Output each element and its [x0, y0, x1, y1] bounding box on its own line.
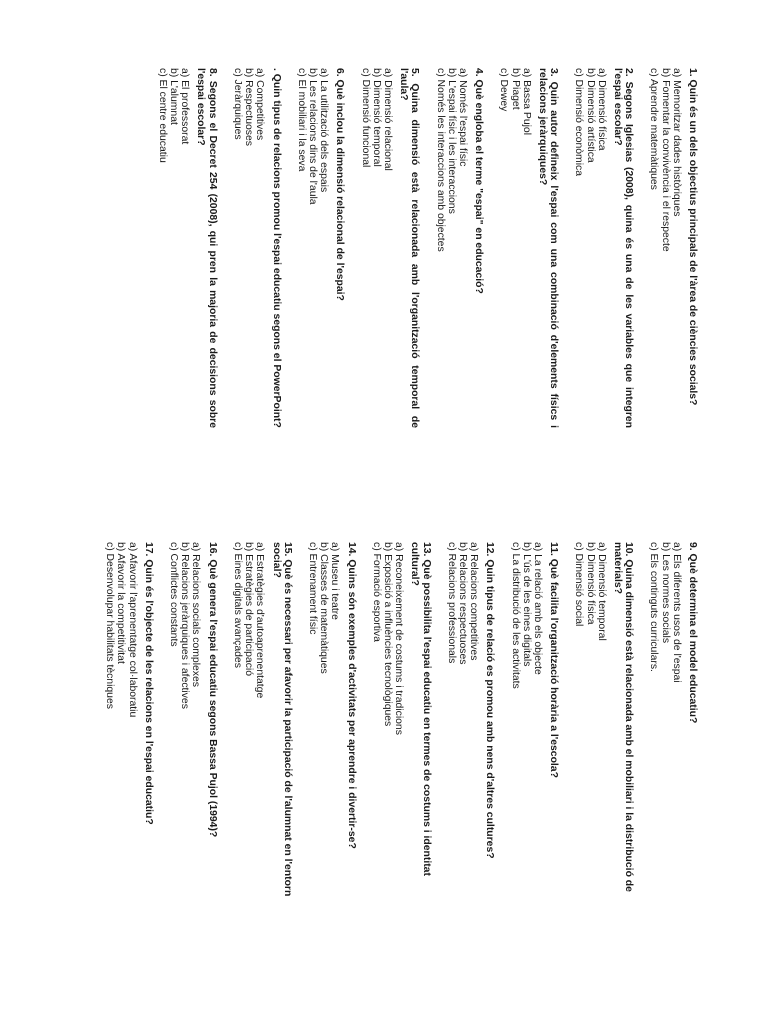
answer-option: b) L'espai físic i les interaccions — [445, 68, 457, 214]
answer-option: a) Competitives — [254, 68, 266, 141]
answer-option: a) Dimensió temporal — [595, 542, 607, 641]
answer-option: a) El professorat — [179, 68, 191, 145]
answer-option: c) Dimensió social — [573, 542, 585, 627]
answer-option: b) Relacions jeràrquiques i afectives — [179, 542, 191, 709]
answer-option: c) Dimensió funcional — [359, 68, 371, 168]
answer-options — [296, 68, 330, 428]
answer-option: a) Relacions socials complexes — [190, 542, 202, 687]
answer-option: c) Formació esportiva — [370, 542, 382, 642]
answer-options — [434, 68, 468, 428]
answer-option: c) Aprendre matemàtiques — [648, 68, 660, 190]
question-text: 3. Quin autor defineix l'espai com una combinació d'elements físics i relacions jeràrquiques? — [536, 68, 560, 428]
question-text: 10. Quina dimensió està relacionada amb el mobiliari i la distribució de materials? — [611, 542, 635, 892]
answer-option: b) Classes de matemàtiques — [318, 542, 330, 674]
answer-options — [446, 542, 480, 902]
question-block — [168, 542, 218, 902]
question-block — [232, 68, 282, 428]
answer-option: b) Les relacions dins de l'aula — [306, 68, 318, 205]
answer-options — [359, 68, 393, 428]
answer-option: c) La distribució de les activitats — [509, 542, 521, 689]
answer-option: b) Fomentar la convivència i el respecte — [659, 68, 671, 252]
question-text: 2. Segons Iglesias (2008), quina és una de les variables que integren l'espai escolar? — [611, 68, 635, 428]
answer-options — [573, 68, 607, 428]
answer-option: b) Dimensió artística — [584, 68, 596, 163]
answer-option: c) Els continguts curriculars. — [648, 542, 660, 672]
question-block — [648, 542, 698, 902]
answer-option: b) Exposició a influències tecnològiques — [381, 542, 393, 727]
question-text: 13. Què possibilita l'espai educatiu en termes de costums i identitat cultural? — [409, 542, 432, 876]
answer-options — [232, 68, 266, 428]
answer-option: b) L'ús de les eines digitals — [520, 542, 532, 667]
answer-option: c) Jeràrquiques — [231, 68, 243, 140]
answer-option: b) Relacions respectuoses — [456, 542, 468, 665]
answer-options — [168, 542, 202, 902]
answer-options — [573, 542, 607, 902]
answer-option: b) Afavorir la competitivitat — [115, 542, 127, 664]
question-block — [104, 542, 154, 902]
question-text: 8. Segons el Decret 254 (2008), qui pren la majoria de decisions sobre l'espai escolar? — [195, 68, 218, 428]
question-block — [371, 542, 432, 902]
answer-options — [104, 542, 138, 902]
answer-option: c) Relacions professionals — [445, 542, 457, 664]
answer-option: c) Dewey — [498, 68, 510, 112]
question-text: 1. Quin és un dels objectius principals de l'àrea de ciències socials? — [687, 68, 698, 406]
answer-option: a) Els diferents usos de l'espai — [670, 542, 682, 683]
answer-option: a) Només l'espai físic — [456, 68, 468, 167]
answer-option: a) Afavorir l'aprenentatge col·laboratiu — [126, 542, 138, 718]
question-block — [359, 68, 420, 428]
question-block — [446, 542, 496, 902]
question-block — [157, 68, 218, 428]
answer-option: a) Museu i teatre — [329, 542, 341, 620]
answer-option: b) Les normes socials — [659, 542, 671, 644]
answer-option: a) Dimensió relacional — [381, 68, 393, 171]
answer-options — [498, 68, 532, 428]
question-block — [307, 542, 357, 902]
answer-option: a) Bassa Pujol — [520, 68, 532, 135]
question-text: 11. Què facilita l'organització horària a l'escola? — [548, 542, 560, 778]
question-text: 6. Què inclou la dimensió relacional de l'espai? — [334, 68, 346, 301]
answer-option: b) Dimensió temporal — [370, 68, 382, 167]
answer-options — [232, 542, 266, 902]
answer-option: a) Estratègies d'autoaprenentatge — [254, 542, 266, 699]
answer-options — [157, 68, 191, 428]
answer-option: c) Entrenament físic — [306, 542, 318, 635]
answer-option: c) El centre educatiu — [156, 68, 168, 163]
question-text: . Quin tipus de relacions promou l'espai educatiu segons el PowerPoint? — [270, 68, 282, 428]
answer-option: c) Només les interaccions amb objectes — [434, 68, 446, 252]
question-block — [296, 68, 346, 428]
answer-option: c) Eines digitals avançades — [231, 542, 243, 668]
answer-option: b) Estratègies de participació — [243, 542, 255, 676]
answer-options — [307, 542, 341, 902]
question-block — [232, 542, 293, 902]
answer-option: a) Dimensió física — [595, 68, 607, 151]
question-text: 14. Quins són exemples d'activitats per aprendre i divertir-se? — [345, 542, 357, 849]
answer-option: b) Piaget — [509, 68, 521, 110]
question-text: 16. Què genera l'espai educatiu segons Bassa Pujol (1994)? — [206, 542, 218, 838]
left-question-column — [143, 68, 698, 428]
answer-option: b) Respectuoses — [243, 68, 255, 146]
question-block — [573, 542, 634, 902]
question-block — [573, 68, 634, 428]
question-block — [648, 68, 698, 428]
answer-option: a) Reconeixement de costums i tradicions — [393, 542, 405, 735]
question-block — [498, 68, 559, 428]
answer-option: a) Memoritzar dades històriques — [670, 68, 682, 217]
question-text: 15. Què és necessari per afavorir la participació de l'alumnat en l'entorn social? — [270, 542, 293, 897]
answer-option: c) Desenvolupar habilitats tècniques — [104, 542, 116, 709]
question-text: 9. Què determina el model educatiu? — [687, 542, 698, 724]
answer-option: b) L'alumnat — [168, 68, 180, 125]
question-text: 5. Quina dimensió està relacionada amb l'organització temporal de l'aula? — [398, 68, 421, 428]
answer-option: c) Dimensió econòmica — [573, 68, 585, 176]
question-text: 17. Quin és l'objecte de les relacions en l'espai educatiu? — [142, 542, 154, 825]
answer-options — [509, 542, 543, 902]
answer-options — [648, 68, 682, 428]
question-block — [434, 68, 484, 428]
answer-options — [371, 542, 405, 902]
answer-option: c) El mobiliari i la seva — [295, 68, 307, 172]
answer-options — [648, 542, 682, 902]
right-question-column — [90, 542, 698, 902]
answer-option: b) Dimensió física — [584, 542, 596, 625]
answer-option: a) La relació amb els objecte — [531, 542, 543, 675]
question-text: 4. Què engloba el terme "espai" en educació? — [473, 68, 485, 294]
answer-option: a) La utilització dels espais — [318, 68, 330, 193]
question-block — [509, 542, 559, 902]
question-text: 12. Quin tipus de relació es promou amb nens d'altres cultures? — [484, 542, 496, 859]
answer-option: c) Conflictes constants — [168, 542, 180, 647]
answer-option: a) Relacions competitives — [468, 542, 480, 661]
